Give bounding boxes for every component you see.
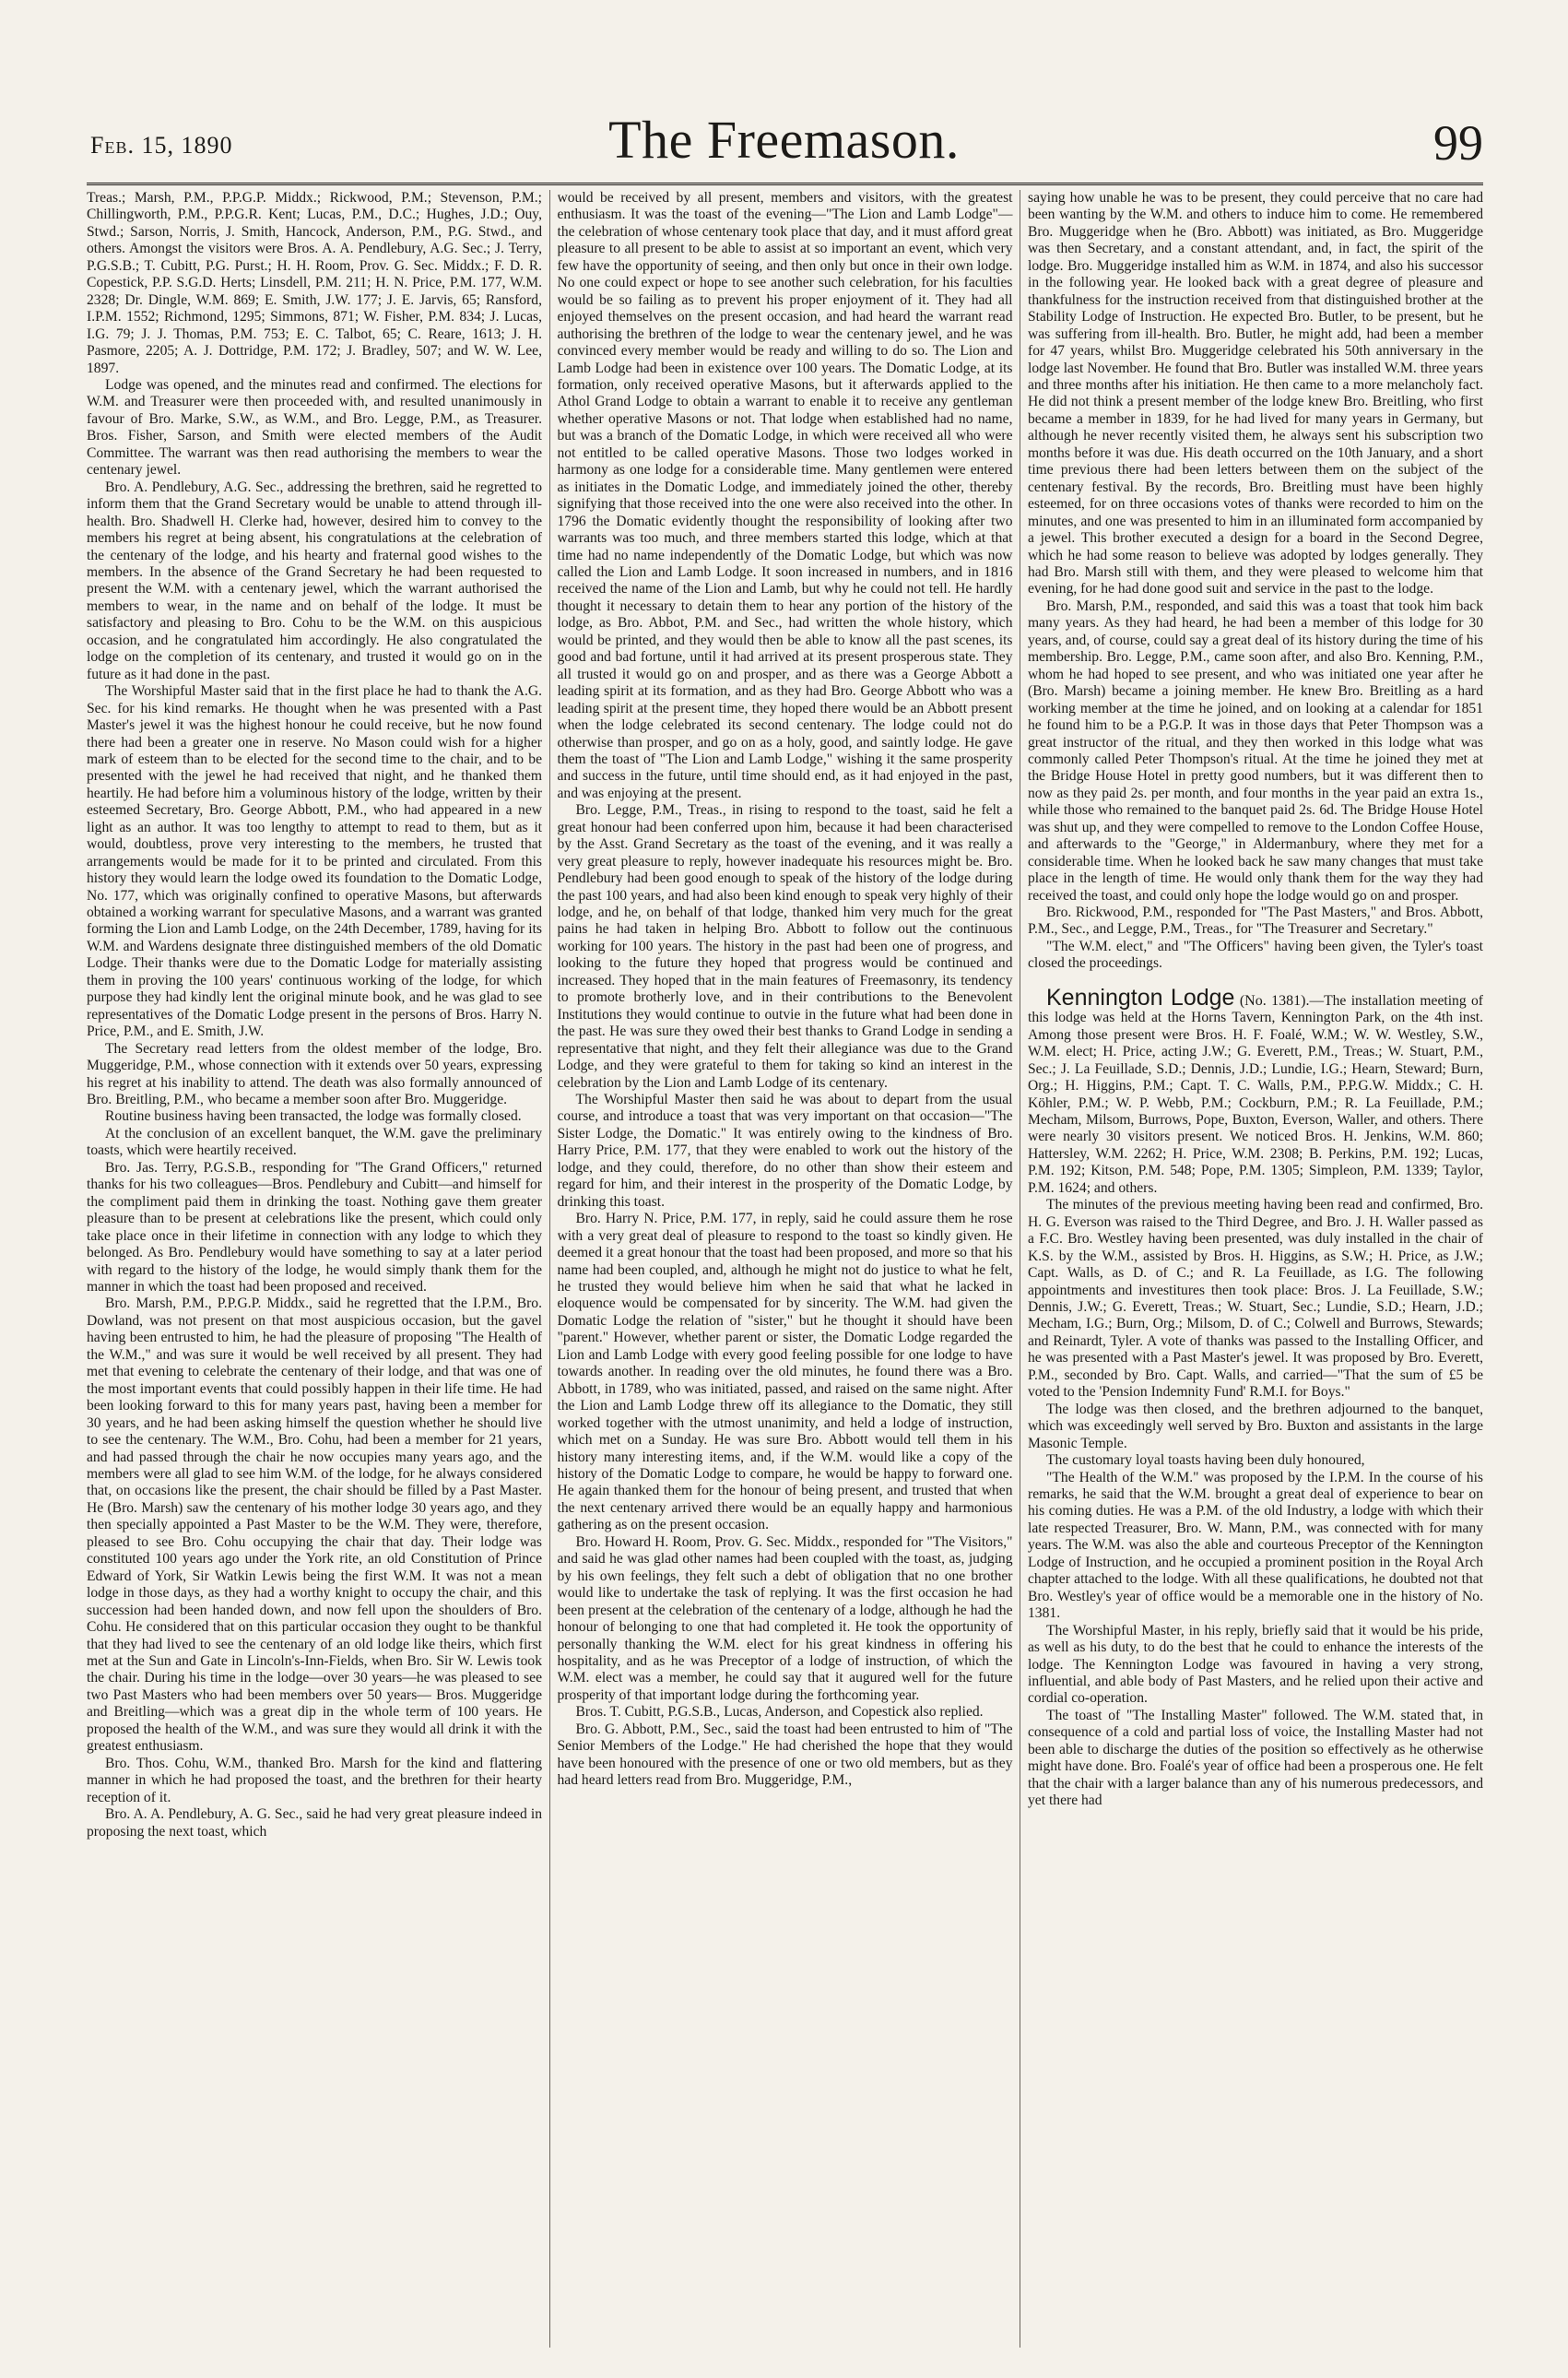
column-3: [1028, 190, 1483, 2348]
paragraph: At the conclusion of an excellent banquet, the W.M. gave the preliminary toasts, which were heartily received.: [87, 1125, 542, 1159]
paragraph: The toast of "The Installing Master" followed. The W.M. stated that, in consequence of a cold and partial loss of voice, the Installing Master had not been able to discharge the duties of the position so effectively as he otherwise might have done. Bro. Foalé's year of office had been a prosperous one. He felt that the chair with a larger balance than any of his numerous predecessors, and yet there had: [1028, 1707, 1483, 1809]
paragraph: Bro. Harry N. Price, P.M. 177, in reply, said he could assure them he rose with a very great deal of pleasure to respond to the toast so kindly given. He deemed it a great honour that the toast had been proposed, and more so that his name had been coupled, and, although he might not do justice to what he felt, he trusted they would believe him when he said that what he lacked in eloquence would be compensated for by sincerity. The W.M. had given the Domatic Lodge the relation of "sister," but he thought it should have been "parent." However, whether parent or sister, the Domatic Lodge regarded the Lion and Lamb Lodge with every good feeling possible for one lodge to have towards another. In reading over the old minutes, he found there was a Bro. Abbott, in 1789, who was initiated, passed, and raised on the same night. After the Lion and Lamb Lodge threw off its allegiance to the Domatic, they still worked together with the utmost unanimity, and held a lodge of instruction, which met on a Sunday. He was sure Bro. Abbott would tell them in his history many interesting items, and, if the W.M. would like a copy of the history of the Domatic Lodge to compare, he would be happy to forward one. He again thanked them for the honour of being present, and trusted that when the next centenary arrived there would be an equally happy and harmonious gathering as on the present occasion.: [557, 1211, 1013, 1533]
paragraph: Bros. T. Cubitt, P.G.S.B., Lucas, Anderson, and Copestick also replied.: [575, 1704, 984, 1721]
paragraph: Bro. Howard H. Room, Prov. G. Sec. Middx., responded for "The Visitors," and said he was glad other names had been coupled with the toast, as, judging by his own feelings, they felt such a debt of obligation that no one brother would like to undertake the task of replying. It was the first occasion he had been present at the celebration of the centenary of a lodge, although he had the honour of belonging to one that had completed it. He took the opportunity of personally thanking the W.M. elect for his great kindness in offering his hospitality, and as he was Preceptor of a lodge of instruction, of which the W.M. elect was a member, he could say that it augured well for the future prosperity of that important lodge during the forthcoming year.: [557, 1533, 1013, 1703]
paragraph: Bro. G. Abbott, P.M., Sec., said the toast had been entrusted to him of "The Senior Members of the Lodge." He had cherished the hope that they would have been honoured with the presence of one or two old members, but as they had heard letters read from Bro. Muggeridge, P.M.,: [557, 1721, 1013, 1789]
paragraph: Bro. Marsh, P.M., P.P.G.P. Middx., said he regretted that the I.P.M., Bro. Dowland, was not present on that most auspicious occasion, but the gavel having been entrusted to him, he had the pleasure of proposing "The Health of the W.M.," and was sure it would be well received by all present. They had met that evening to celebrate the centenary of their lodge, and that was one of the most important events that could possibly happen in their life time. He had been looking forward to this for many years past, having been a member for 30 years, and he had been asking himself the question whether he should live to see the centenary. The W.M., Bro. Cohu, had been a member for 21 years, and had passed through the chair he now occupies many years ago, and the members were all glad to see him W.M. of the lodge, for he always considered that, on occasions like the present, the chair should be filled by a Past Master. He (Bro. Marsh) saw the centenary of his mother lodge 30 years ago, and they then specially appointed a Past Master to be the W.M. They were, therefore, pleased to see Bro. Cohu occupying the chair that day. Their lodge was constituted 100 years ago under the York rite, an old Constitution of Prince Edward of York, Sir Watkin Lewis being the first W.M. It was not a mean lodge in those days, as they had a worthy knight to occupy the chair, and this succession had been handed down, and now fell upon the shoulders of Bro. Cohu. He considered that on this particular occasion they ought to be thankful that they had lived to see the centenary of an old lodge like theirs, which first met at the Sun and Gate in Lincoln's-Inn-Fields, when Bro. Sir W. Lewis took the chair. During his time in the lodge—over 30 years—he was pleased to see two Past Masters who had been members over 50 years— Bros. Muggeridge and Breitling—which was a great dip in the whole term of 100 years. He proposed the health of the W.M., and was sure they would all drink it with the greatest enthusiasm.: [87, 1295, 542, 1755]
paragraph: saying how unable he was to be present, they could perceive that no care had been wanting by the W.M. and others to induce him to come. He remembered Bro. Muggeridge when he (Bro. Abbott) was initiated, as Bro. Muggeridge was then Secretary, and a constant attendant, and, in fact, the spirit of the lodge. Bro. Muggeridge installed him as W.M. in 1874, and also his successor in the following year. He looked back with a great degree of pleasure and thankfulness for the instruction received from that distinguished brother at the Stability Lodge of Instruction. He expected Bro. Butler, to be present, but he was suffering from ill-health. Bro. Butler, he might add, had been a member for 47 years, whilst Bro. Muggeridge celebrated his 50th anniversary in the lodge last November. He found that Bro. Butler was installed W.M. three years and three months after his initiation. He then came to a more melancholy fact. He did not think a present member of the lodge knew Bro. Breitling, who first became a member in 1839, for he had lived for many years in Germany, but although he never recently visited them, he always sent his subscription two months before it was due. His death occurred on the 10th January, and a short time previous there had been letters between them on the subject of the centenary festival. By the records, Bro. Breitling must have been highly esteemed, for on three occasions votes of thanks were recorded to him on the minutes, and one was presented to him in an illuminated form accompanied by a jewel. This brother executed a design for a board in the Second Degree, which he had some reason to believe was adopted by lodges generally. They had Bro. Marsh still with them, and they were pleased to welcome him that evening, for he had done good suit and service in the past to the lodge.: [1028, 190, 1483, 597]
paragraph: Bro. Rickwood, P.M., responded for "The Past Masters," and Bros. Abbott, P.M., Sec., and Legge, P.M., Treas., for "The Treasurer and Secretary.": [1028, 905, 1483, 938]
paragraph: Bro. Jas. Terry, P.G.S.B., responding for "The Grand Officers," returned thanks for his two colleagues—Bros. Pendlebury and Cubitt—and himself for the compliment paid them in drinking the toast. Nothing gave them greater pleasure than to be present at celebrations like the present, which could only take place once in their lifetime in connection with any lodge to which they belonged. As Bro. Pendlebury would have something to say at a later period with regard to the history of the lodge, he would simply thank them for the manner in which the toast had been proposed and received.: [87, 1159, 542, 1295]
section-gap: [1028, 973, 1483, 986]
paragraph: Lodge was opened, and the minutes read and confirmed. The elections for W.M. and Treasurer were then proceeded with, and resulted unanimously in favour of Bro. Marke, S.W., as W.M., and Bro. Legge, P.M., as Treasurer. Bros. Fisher, Sarson, and Smith were elected members of the Audit Committee. The warrant was then read authorising the members to wear the centenary jewel.: [87, 376, 542, 479]
paragraph: "The Health of the W.M." was proposed by the I.P.M. In the course of his remarks, he said that the W.M. brought a great deal of experience to bear on his coming duties. He was a P.M. of the old Industry, a lodge with which their late respected Treasurer, Bro. W. Mann, P.M., was connected with for many years. The W.M. was also the able and courteous Preceptor of the Kennington Lodge of Instruction, and he occupied a prominent position in the Royal Arch chapter attached to the lodge. With all these qualifications, he doubted not that Bro. Westley's year of office would be a memorable one in the history of No. 1381.: [1028, 1469, 1483, 1622]
paragraph: Bro. A. Pendlebury, A.G. Sec., addressing the brethren, said he regretted to inform them that the Grand Secretary would be unable to attend through ill-health. Bro. Shadwell H. Clerke had, however, desired him to convey to the members his regret at being absent, his congratulations at the celebration of the centenary of the lodge, and his hearty and fraternal good wishes to the members. In the absence of the Grand Secretary he had been requested to present the W.M. with a centenary jewel, which the warrant authorised the members to wear, in the name and on behalf of the lodge. It must be satisfactory and pleasing to Bro. Cohu to be the W.M. on this auspicious occasion, and he congratulated him accordingly. He also congratulated the lodge on the completion of its centenary, and trusted it would go on in the future as it had done in the past.: [87, 479, 542, 682]
paragraph: Bro. A. A. Pendlebury, A. G. Sec., said he had very great pleasure indeed in proposing the next toast, which: [87, 1806, 542, 1840]
intro-text: —The installation meeting of this lodge was held at the Horns Tavern, Kennington Park, on the 4th inst. Among those present were Bros. H. F. Foalé, W.M.; W. W. Westley, S.W., W.M. elect; H. Price, acting J.W.; G. Everett, P.M., Treas.; W. Stuart, P.M., Sec.; J. La Feuillade, S.D.; Dennis, J.D.; Lundie, I.G.; Hearn, Steward; Burn, Org.; H. Higgins, P.M.; Capt. T. C. Walls, P.M., P.P.G.W. Middx.; C. H. Köhler, P.M.; W. P. Webb, P.M.; Cockburn, P.M.; R. La Feuillade, P.M.; Mecham, Milsom, Burrows, Pope, Buxton, Everson, Waller, and others. There were nearly 30 visitors present. We noticed Bros. H. Jenkins, W.M. 860; Hattersley, W.M. 2262; H. Price, W.M. 2308; B. Perkins, P.M. 192; Lucas, P.M. 192; Kitson, P.M. 548; Pope, P.M. 1305; Simpleon, P.M. 1339; Taylor, P.M. 1624; and others.: [1028, 992, 1483, 1196]
paragraph: The lodge was then closed, and the brethren adjourned to the banquet, which was exceedingly well served by Bro. Buxton and assistants in the large Masonic Temple.: [1028, 1401, 1483, 1451]
paragraph: The Worshipful Master then said he was about to depart from the usual course, and introduce a toast that was very important on that occasion—"The Sister Lodge, the Domatic." It was entirely owing to the kindness of Bro. Harry Price, P.M. 177, that they were enabled to work out the history of the lodge, and they could, therefore, do no other than show their esteem and regard for him, and their interest in the prosperity of the Domatic Lodge, by drinking this toast.: [557, 1092, 1013, 1210]
text-columns: [87, 190, 1483, 2348]
column-2: [558, 190, 1013, 2348]
page-number: 99: [1433, 115, 1483, 171]
page-header: [0, 0, 1568, 184]
paragraph: The Worshipful Master said that in the first place he had to thank the A.G. Sec. for his kind remarks. He thought when he was presented with a Past Master's jewel it was the highest honour he could receive, but he now found there had been a greater one in reserve. No Mason could wish for a higher mark of esteem than to be elected for the second time to the chair, and to be presented with the jewel he had received that night, and he thanked them heartily. He had before him a voluminous history of the lodge, written by their esteemed Secretary, Bro. George Abbott, P.M., who had appeared in a new light as an author. It was too lengthy to attempt to read to them, but as it would, doubtless, prove very interesting to the members, he trusted that arrangements would be made for it to be printed and circulated. From this history they would learn the lodge owed its foundation to the Domatic Lodge, No. 177, which was originally confined to operative Masons, but afterwards obtained a working warrant for speculative Masons, and a warrant was granted forming the Lion and Lamb Lodge, on the 24th December, 1789, having for its W.M. and Wardens designate three distinguished members of the old Domatic Lodge. Their thanks were due to the Domatic Lodge for materially assisting them in proving the 100 years' continuous working of the lodge, for which purpose they had kindly lent the original minute book, and he was glad to see representatives of the Domatic Lodge present in the persons of Bros. Harry N. Price, P.M., and E. Smith, J.W.: [87, 683, 542, 1040]
paragraph: Bro. Thos. Cohu, W.M., thanked Bro. Marsh for the kind and flattering manner in which he had proposed the toast, and the brethren for their hearty reception of it.: [87, 1755, 542, 1805]
paragraph: "The W.M. elect," and "The Officers" having been given, the Tyler's toast closed the proceedings.: [1028, 938, 1483, 972]
paragraph: The minutes of the previous meeting having been read and confirmed, Bro. H. G. Everson was raised to the Third Degree, and Bro. J. H. Waller passed as a F.C. Bro. Westley having been presented, was duly installed in the chair of K.S. by the W.M., assisted by Bros. H. Higgins, as S.W.; H. Price, as J.W.; Capt. Walls, as D. of C.; and R. La Feuillade, as I.G. The following appointments and investitures then took place: Bros. J. La Feuillade, S.W.; Dennis, J.W.; G. Everett, Treas.; W. Stuart, Sec.; Lundie, S.D.; Hearn, J.D.; Mecham, I.G.; Burn, Org.; Milsom, D. of C.; Colwell and Burrows, Stewards; and Reinardt, Tyler. A vote of thanks was passed to the Installing Officer, and he was presented with a Past Master's jewel. It was proposed by Bro. Everett, P.M., seconded by Bro. Capt. Walls, and carried—"That the sum of £5 be voted to the 'Pension Indemnity Fund' R.M.I. for Boys.": [1028, 1197, 1483, 1401]
section-heading: Kennington Lodge: [1046, 984, 1235, 1011]
kennington-intro: [1028, 986, 1483, 1197]
paragraph: would be received by all present, members and visitors, with the greatest enthusiasm. It was the toast of the evening—"The Lion and Lamb Lodge"—the celebration of whose centenary took place that day, and it must afford great pleasure to all present to be able to assist at so important an event, which very few have the opportunity of seeing, and then only but once in their own lodge. No one could expect or hope to see another such celebration, for his faculties would be so failing as to prevent his proper enjoyment of it. They had all enjoyed themselves on the present occasion, and had heard the warrant read authorising the brethren of the lodge to wear the centenary jewel, and he was convinced every member would be ready and willing to do so. The Lion and Lamb Lodge had been in existence over 100 years. The Domatic Lodge, at its formation, only received operative Masons, but it afterwards applied to the Athol Grand Lodge to obtain a warrant to enable it to receive any gentleman whether operative Masons or not. That lodge when established had no name, but was a branch of the Domatic Lodge, in which were received all who were not entitled to be called operative Masons. Those two lodges worked in harmony as one lodge for a considerable time. Many gentlemen were entered as initiates in the Domatic Lodge, and immediately joined the other, thereby signifying that those received into the one were also received into the other. In 1796 the Domatic evidently thought the responsibility of looking after two warrants was too much, and three members started this lodge, which at that time had no name independently of the Domatic Lodge, but which was now called the Lion and Lamb Lodge. It soon increased in numbers, and in 1816 received the name of the Lion and Lamb, but why he could not tell. He hardly thought it necessary to detain them to hear any portion of the history of the lodge, as Bro. Abbot, P.M. and Sec., had written the whole history, which would be printed, and they would then be able to know all the past scenes, its good and bad fortune, until it had arrived at its present prosperous state. They all trusted it would go on and prosper, and as there was a George Abbott a leading spirit at its formation, and as they had Bro. George Abbott who was a leading spirit at the present time, they hoped there would be an Abbott present when the lodge celebrated its second centenary. The lodge could not do otherwise than prosper, and go on as a holy, good, and saintly lodge. He gave them the toast of "The Lion and Lamb Lodge," wishing it the same prosperity and success in the future, until time should end, as it had enjoyed in the past, and was enjoying at the present.: [557, 190, 1013, 801]
header-rule: [87, 183, 1483, 185]
paragraph: Treas.; Marsh, P.M., P.P.G.P. Middx.; Rickwood, P.M.; Stevenson, P.M.; Chillingworth, P.M., P.P.G.R. Kent; Lucas, P.M., D.C.; Hughes, J.D.; Ouy, Stwd.; Sarson, Norris, J. Smith, Hancock, Anderson, P.M., P.G. Stwd., and others. Amongst the visitors were Bros. A. A. Pendlebury, A.G. Sec.; J. Terry, P.G.S.B.; T. Cubitt, P.G. Purst.; H. H. Room, Prov. G. Sec. Middx.; F. D. R. Copestick, P.P. S.G.D. Herts; Linsdell, P.M. 211; H. N. Price, P.M. 177, W.M. 2328; Dr. Dingle, W.M. 869; E. Smith, J.W. 177; J. E. Jarvis, 65; Ransford, I.P.M. 1552; Richmond, 1295; Simmons, 871; W. Fisher, P.M. 834; J. Lucas, I.G. 79; J. J. Thomas, P.M. 753; E. C. Talbot, 65; C. Reare, 1613; J. H. Pasmore, 2205; A. J. Dottridge, P.M. 172; J. Bradley, 507; and W. W. Lee, 1897.: [87, 190, 542, 376]
column-rule: [549, 190, 550, 2348]
masthead-title: The Freemason.: [608, 110, 960, 170]
paragraph: The customary loyal toasts having been duly honoured,: [1046, 1452, 1365, 1469]
lodge-number: (No. 1381).: [1239, 992, 1310, 1009]
paragraph: Bro. Legge, P.M., Treas., in rising to respond to the toast, said he felt a great honour had been conferred upon him, because it had been characterised by the Asst. Grand Secretary as the toast of the evening, and it was really a very great pleasure to reply, however inadequate his resources might be. Bro. Pendlebury had been good enough to speak of the history of the lodge during the past 100 years, and had also been kind enough to speak very highly of their lodge, and he, on behalf of that lodge, thanked him very much for the great pains he had taken in helping Bro. Abbott to follow out the continuous working for 100 years. The history in the past had been one of progress, and looking to the future they hoped that progress would be continued and increased. They hoped that in the main features of Freemasonry, its tendency to promote brotherly love, and in their contributions to the Benevolent Institutions they would continue to outvie in the future what had been done in the past. He was sure they owed their best thanks to Grand Lodge in sending a representative that night, and they felt their allegiance was due to the Grand Lodge, and they were grateful to them for taking so kind an interest in the celebration by the Lion and Lamb Lodge of its centenary.: [557, 802, 1013, 1091]
paragraph: Routine business having been transacted, the lodge was formally closed.: [105, 1108, 522, 1125]
column-1: [87, 190, 542, 2348]
paragraph: Bro. Marsh, P.M., responded, and said this was a toast that took him back many years. As they had heard, he had been a member of this lodge for 30 years, and, of course, could say a great deal of its history during the time of his membership. Bro. Legge, P.M., came soon after, and also Bro. Kenning, P.M., whom he had hoped to see present, and who was initiated one year after he (Bro. Marsh) became a joining member. He knew Bro. Breitling as a hard working member at the time he joined, and on looking at a calendar for 1851 he found him to be a P.G.P. It was in those days that Peter Thompson was a great instructor of the ritual, and they then worked in this lodge what was commonly called Peter Thompson's ritual. At the time he joined they met at the Bridge House Hotel in pretty good numbers, but it was different then to now as they paid 2s. per month, and four months in the year paid an extra 1s., while those who remained to the banquet paid 2s. 6d. The Bridge House Hotel was shut up, and they were compelled to remove to the London Coffee House, and afterwards to the "George," in Aldermanbury, where they met for a considerable time. When he looked back he saw many changes that must take place in the length of time. He would only thank them for the way they had received the toast, and could only hope the lodge would go on and prosper.: [1028, 597, 1483, 904]
paragraph: The Secretary read letters from the oldest member of the lodge, Bro. Muggeridge, P.M., whose connection with it extends over 50 years, expressing his regret at his inability to attend. The death was also formally announced of Bro. Breitling, P.M., who became a member soon after Bro. Muggeridge.: [87, 1040, 542, 1108]
issue-date: Feb. 15, 1890: [90, 132, 233, 159]
paragraph: The Worshipful Master, in his reply, briefly said that it would be his pride, as well as his duty, to do the best that he could to enhance the interests of the lodge. The Kennington Lodge was favoured in having a very strong, influential, and able body of Past Masters, and he relied upon their active and cordial co-operation.: [1028, 1622, 1483, 1707]
